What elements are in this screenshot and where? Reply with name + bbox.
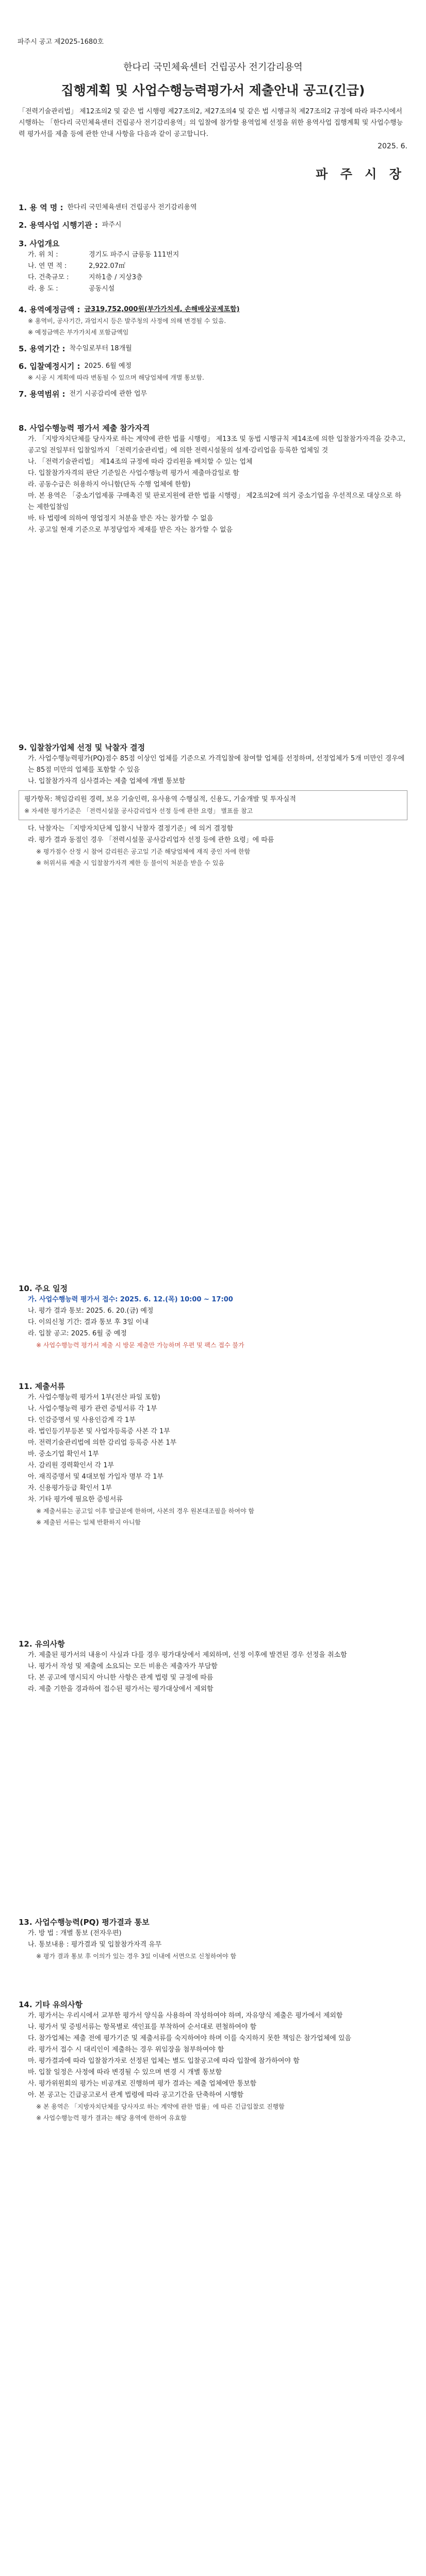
list-item: 아. 본 공고는 긴급공고로서 관계 법령에 따라 공고기간을 단축하여 시행함 <box>28 2091 244 2099</box>
section-12 <box>19 1638 407 1695</box>
section-1 <box>19 202 407 213</box>
section-1-value: 한다리 국민체육센터 건립공사 전기감리용역 <box>67 204 197 211</box>
section-9-title: 9. 입찰참가업체 선정 및 낙찰자 결정 <box>19 743 145 752</box>
note: ※ 용역비, 공사기간, 과업지시 등은 발주청의 사정에 의해 변경될 수 있음. <box>28 317 226 325</box>
list-item: 가. 방 법 : 개별 통보 (전자우편) <box>28 1929 122 1937</box>
section-1-title: 1. 용 역 명 : <box>19 203 63 212</box>
note: ※ 평가 결과 통보 후 이의가 있는 경우 3일 이내에 서면으로 신청하여야 함 <box>36 1953 237 1960</box>
section-2-value: 파주시 <box>102 221 122 229</box>
document-date: 2025. 6. <box>378 142 407 150</box>
note: ※ 허위서류 제출 시 입찰참가자격 제한 등 불이익 처분을 받을 수 있음 <box>36 859 224 867</box>
list-item: 아. 재직증명서 및 4대보험 가입자 명부 각 1부 <box>28 1473 164 1481</box>
section-3 <box>19 238 407 295</box>
list-item: 다. 본 공고에 명시되지 아니한 사항은 관계 법령 및 규정에 따름 <box>28 1674 214 1682</box>
note: ※ 사업수행능력 평가 결과는 해당 용역에 한하여 유효함 <box>36 2114 187 2122</box>
section-10-title: 10. 주요 일정 <box>19 1284 68 1293</box>
section-6-value: 2025. 6월 예정 <box>84 362 132 370</box>
intro-text: 「전력기술관리법」 제12조의2 및 같은 법 시행령 제27조의2, 제27조의4 및 같은 법 시행규칙 제27조의2 규정에 따라 파주시에서 시행하는 「한다리 국민체육센터 건립공사 전기감리용역」의 입찰에 참가할 용역업체 선정을 위한 용역사업 집행계획 및 사업수행능력 평가서를 제출 등에 관한 안내 사항을 다음과 같이 공고합니다. <box>19 108 403 138</box>
list-item: 라. 공동수급은 허용하지 아니함(단독 수행 업체에 한함) <box>28 481 191 488</box>
list-item: 나. 입찰참가자격 심사결과는 제출 업체에 개별 통보함 <box>28 777 186 785</box>
document-header <box>0 57 426 99</box>
list-item: 가. 제출된 평가서의 내용이 사실과 다를 경우 평가대상에서 제외하며, 선정 이후에 발견된 경우 선정을 취소함 <box>28 1651 347 1659</box>
section-5 <box>19 343 407 354</box>
list-item: 다. 참가업체는 제출 전에 평가기준 및 제출서류를 숙지하여야 하며 이를 숙지하지 못한 책임은 참가업체에 있음 <box>28 2035 352 2042</box>
list-item: 나. 평가서 및 증빙서류는 항목별로 색인표를 부착하여 순서대로 편철하여야 함 <box>28 2023 257 2031</box>
list-item: 다. 인감증명서 및 사용인감계 각 1부 <box>28 1416 136 1424</box>
overview-label: 나. 연 면 적 : <box>28 262 67 270</box>
list-item: 차. 기타 평가에 필요한 증빙서류 <box>28 1496 123 1503</box>
section-8-title: 8. 사업수행능력 평가서 제출 참가자격 <box>19 423 150 433</box>
section-4 <box>19 304 407 338</box>
list-item: 가. 평가서는 우리시에서 교부한 평가서 양식을 사용하여 작성하여야 하며, 자유양식 제출은 평가에서 제외함 <box>28 2012 343 2020</box>
note: ※ 예정금액은 부가가치세 포함금액임 <box>28 329 129 336</box>
overview-value: 지하1층 / 지상3층 <box>89 274 143 281</box>
section-9 <box>19 742 407 869</box>
list-item: 바. 입찰 일정은 사정에 따라 변경될 수 있으며 변경 시 개별 통보함 <box>28 2069 222 2076</box>
list-item: 사. 감리원 경력확인서 각 1부 <box>28 1462 114 1469</box>
section-2 <box>19 219 407 231</box>
overview-label: 가. 위 치 : <box>28 251 58 259</box>
list-item: 마. 본 용역은 「중소기업제품 구매촉진 및 판로지원에 관한 법률 시행령」 제2조의2에 의거 중소기업을 우선적으로 대상으로 하는 제한입찰임 <box>28 492 402 511</box>
list-item: 나. 사업수행능력 평가 관련 증빙서류 각 1부 <box>28 1405 157 1413</box>
list-item: 바. 중소기업 확인서 1부 <box>28 1450 99 1458</box>
note: ※ 평가점수 산정 시 참여 감리원은 공고일 기준 해당업체에 재직 중인 자에 한함 <box>36 848 251 855</box>
section-13-title: 13. 사업수행능력(PQ) 평가결과 통보 <box>19 1918 150 1927</box>
section-8 <box>19 422 407 536</box>
note: ※ 제출서류는 공고일 이후 발급분에 한하며, 사본의 경우 원본대조필을 하여야 함 <box>36 1507 254 1515</box>
sub-title: 한다리 국민체육센터 건립공사 전기감리용역 <box>123 62 303 73</box>
section-5-value: 착수일로부터 18개월 <box>69 345 132 352</box>
overview-value: 공동시설 <box>89 285 115 293</box>
budget-amount: 금319,752,000원(부가가치세, 손해배상공제포함) <box>84 306 240 313</box>
list-item: 사. 공고일 현재 기준으로 부정당업자 제재를 받은 자는 참가할 수 없음 <box>28 526 233 534</box>
list-item: 가. 사업수행능력 평가서 접수: 2025. 6. 12.(목) 10:00 ~ 17:00 <box>28 1296 233 1303</box>
list-item: 나. 통보내용 : 평가결과 및 입찰참가자격 유무 <box>28 1941 162 1948</box>
section-7 <box>19 388 407 400</box>
list-item: 다. 낙찰자는 「지방자치단체 입찰시 낙찰자 결정기준」에 의거 결정함 <box>28 825 234 833</box>
list-item: 가. 「지방자치단체를 당사자로 하는 계약에 관한 법률 시행령」 제13조 및 동법 시행규칙 제14조에 의한 입찰참가자격을 갖추고, 공고일 전일부터 입찰일까지 「전력기술관리법」에 의한 전력시설물의 설계·감리업을 등록한 업체일 것 <box>28 435 406 454</box>
section-6-title: 6. 입찰예정시기 : <box>19 362 80 371</box>
list-item: 마. 평가결과에 따라 입찰참가자로 선정된 업체는 별도 입찰공고에 따라 입찰에 참가하여야 함 <box>28 2057 300 2065</box>
overview-value: 경기도 파주시 금릉동 111번지 <box>89 251 179 259</box>
section-4-title: 4. 용역예정금액 : <box>19 305 80 314</box>
list-item: 라. 평가 결과 동점인 경우 「전력시설물 공사감리업자 선정 등에 관한 요령」에 따름 <box>28 836 274 844</box>
list-item: 가. 사업수행능력 평가서 1부(전산 파일 포함) <box>28 1394 160 1401</box>
note: ※ 시공 시 계획에 따라 변동될 수 있으며 해당업체에 개별 통보함. <box>28 374 204 381</box>
note: ※ 본 용역은 「지방자치단체를 당사자로 하는 계약에 관한 법률」에 따른 긴급입찰로 진행함 <box>36 2103 285 2110</box>
note: ※ 사업수행능력 평가서 제출 시 방문 제출만 가능하며 우편 및 팩스 접수 불가 <box>36 1342 244 1349</box>
section-14 <box>19 1999 407 2124</box>
overview-label: 다. 건축규모 : <box>28 274 69 281</box>
criteria-text: 평가항목: 책임감리원 경력, 보유 기술인력, 유사용역 수행실적, 신용도, 기술개발 및 투자실적 <box>24 795 296 803</box>
criteria-box <box>19 790 407 820</box>
notice-number: 파주시 공고 제2025-1680호 <box>18 38 104 46</box>
section-11-title: 11. 제출서류 <box>19 1382 65 1391</box>
section-7-title: 7. 용역범위 : <box>19 389 65 399</box>
list-item: 나. 평가서 작성 및 제출에 소요되는 모든 비용은 제출자가 부담함 <box>28 1663 218 1670</box>
list-item: 라. 법인등기부등본 및 사업자등록증 사본 각 1부 <box>28 1428 170 1435</box>
list-item: 라. 평가서 접수 시 대리인이 제출하는 경우 위임장을 첨부하여야 함 <box>28 2046 224 2054</box>
list-item: 자. 신용평가등급 확인서 1부 <box>28 1484 112 1492</box>
note: ※ 제출된 서류는 일체 반환하지 아니함 <box>36 1519 141 1526</box>
criteria-note: ※ 자세한 평가기준은 「전력시설물 공사감리업자 선정 등에 관한 요령」 별표를 참고 <box>24 807 253 815</box>
list-item: 나. 「전력기술관리법」 제14조의 규정에 따라 감리원을 배치할 수 있는 업체 <box>28 458 253 466</box>
section-14-title: 14. 기타 유의사항 <box>19 2000 83 2009</box>
list-item: 라. 제출 기한을 경과하여 접수된 평가서는 평가대상에서 제외함 <box>28 1685 214 1693</box>
overview-label: 라. 용 도 : <box>28 285 58 293</box>
main-title: 집행계획 및 사업수행능력평가서 제출안내 공고(긴급) <box>61 83 365 98</box>
section-12-title: 12. 유의사항 <box>19 1639 65 1649</box>
section-10 <box>19 1283 407 1351</box>
intro-paragraph <box>19 106 407 140</box>
list-item: 사. 평가위원회의 평가는 비공개로 진행하며 평가 결과는 제출 업체에만 통보함 <box>28 2080 257 2088</box>
section-2-title: 2. 용역사업 시행기관 : <box>19 221 98 230</box>
section-5-title: 5. 용역기간 : <box>19 344 65 353</box>
section-11 <box>19 1381 407 1528</box>
list-item: 가. 사업수행능력평가(PQ)점수 85점 이상인 업체를 기준으로 가격입찰에 참여할 업체를 선정하며, 선정업체가 5개 미만인 경우에는 85점 미만의 업체를 포함할 수 있음 <box>28 755 405 774</box>
list-item: 바. 타 법령에 의하여 영업정지 처분을 받은 자는 참가할 수 없음 <box>28 515 214 522</box>
section-7-value: 전기 시공감리에 관한 업무 <box>69 390 148 398</box>
issuer-name: 파 주 시 장 <box>316 167 405 181</box>
section-6 <box>19 361 407 383</box>
overview-value: 2,922.07㎡ <box>89 262 125 270</box>
list-item: 라. 입찰 공고: 2025. 6월 중 예정 <box>28 1330 127 1337</box>
section-13 <box>19 1917 407 1962</box>
list-item: 나. 평가 결과 통보: 2025. 6. 20.(금) 예정 <box>28 1307 154 1315</box>
list-item: 마. 전력기술관리법에 의한 감리업 등록증 사본 1부 <box>28 1439 177 1447</box>
list-item: 다. 입찰참가자격의 판단 기준일은 사업수행능력 평가서 제출마감일로 함 <box>28 469 239 477</box>
list-item: 다. 이의신청 기간: 결과 통보 후 3일 이내 <box>28 1318 149 1326</box>
section-3-title: 3. 사업개요 <box>19 239 60 248</box>
